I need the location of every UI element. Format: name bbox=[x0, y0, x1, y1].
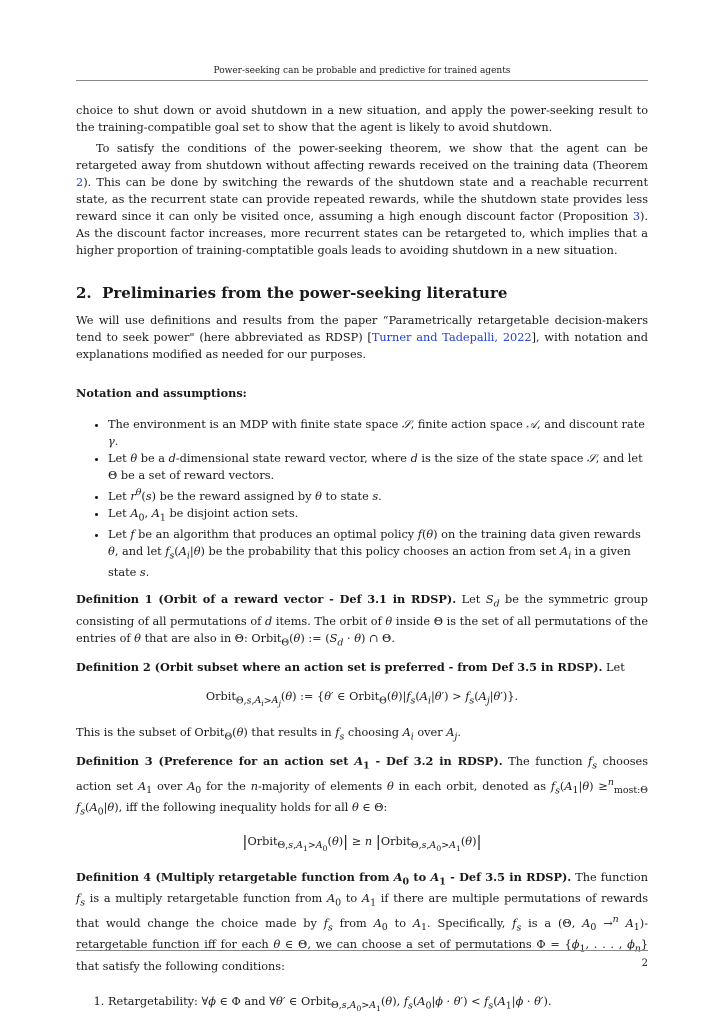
retargetability-label: Retargetability: bbox=[108, 994, 198, 1008]
page-number: 2 bbox=[641, 958, 648, 969]
theorem-2-link[interactable]: 2 bbox=[76, 176, 84, 189]
definition-3-inequality: |Orbit$_{\Theta,s,A_1>A_0}$(θ)| ≥ n |Orbit$_{\Theta,s,A_0>A_1}$(θ)| bbox=[242, 832, 482, 853]
list-item: • Let $r^\theta(s)$ be the reward assigned by θ to state s. bbox=[108, 484, 648, 505]
definition-2-equation: Orbit$_{\Theta,s,A_i>A_j}$(θ) := {θ′ ∈ $Orbit_\Theta(\theta)|f_s(A_i|\theta') > f_s(A_j|\theta')$}. bbox=[205, 689, 519, 708]
list-item: • The environment is an MDP with finite state space 𝒮, finite action space 𝒜, and discount rate γ. bbox=[108, 416, 648, 450]
definition-3-title-b: - Def 3.2 in RDSP). bbox=[375, 754, 503, 769]
section-2-text-b: ], with notation and explanations modified as needed for our purposes. bbox=[76, 331, 648, 361]
definition-4-title: Definition 4 (Multiply retargetable function from $A_0$ to $A_1$ - Def 3.5 in RDSP). bbox=[76, 869, 572, 888]
list-item: 1. Retargetability: ∀ϕ ∈ Φ and ∀θ′ ∈ Orbit$_{\Theta,s,A_0>A_1}$(θ), $f_s(A_0|\phi \cdot \theta') < f_s(A_1|\phi \cdot \theta')$. bbox=[108, 993, 648, 1017]
section-2-text-a: We will use definitions and results from the paper “Parametrically retargetable decision-makers tend to seek power" (here abbreviated as RDSP) [ bbox=[76, 314, 648, 344]
definition-3: Definition 3 (Preference for an action set $A_1$ - Def 3.2 in RDSP). The function $f_s$ chooses action set $A_1$ over $A_0$ for the n-majority of elements θ in each orbit, denoted as $f_s(A_1|\theta) \ge^n_{most:\Theta}$ $f_s(A_0|\theta)$, iff the following inequality holds for all θ ∈ Θ: bbox=[76, 754, 649, 818]
intro-paragraph-1: choice to shut down or avoid shutdown in a new situation, and apply the power-seeking result to the training-compatible goal set to show that the agent is likely to avoid shutdown. bbox=[76, 104, 648, 134]
intro-p2-text-b: ). This can be done by switching the rewards of the shutdown state and a reachable recurrent state, as the recurrent state can provide repeated rewards, while the shutdown state provides less reward since it can only be visited once, assuming a high enough discount factor (Proposition bbox=[76, 176, 648, 223]
running-title: Power-seeking can be probable and predictive for trained agents bbox=[213, 66, 511, 76]
definition-2: Definition 2 (Orbit subset where an action set is preferred - from Def 3.5 in RDSP). Let bbox=[76, 659, 625, 674]
proposition-3-link[interactable]: 3 bbox=[632, 210, 640, 223]
list-item: • Let $A_0$, $A_1$ be disjoint action sets. bbox=[108, 505, 648, 526]
list-item: • Let f be an algorithm that produces an optimal policy f(θ) on the training data given rewards θ, and let $f_s(A_i|\theta)$ be the probability that this policy chooses an action from set $A_i$ in a given state s. bbox=[108, 526, 648, 581]
section-2-paragraph bbox=[76, 312, 648, 363]
intro-paragraph-2 bbox=[76, 140, 648, 259]
definition-2-after: This is the subset of bbox=[76, 725, 191, 739]
intro-p2-text-a: To satisfy the conditions of the power-seeking theorem, we show that the agent can be retargeted away from shutdown without affecting rewards received on the training data (Theorem bbox=[76, 142, 648, 172]
intro-p2-text-c: ). As the discount factor increases, more recurrent states can be retargeted to, which implies that a higher proportion of training-comptatible goals leads to avoiding shutdown in a new situation. bbox=[76, 210, 648, 257]
section-heading bbox=[76, 285, 648, 302]
notation-heading: Notation and assumptions: bbox=[76, 386, 247, 400]
definition-3-title: Definition 3 (Preference for an action set $A_1$ - Def 3.2 in RDSP). bbox=[76, 754, 503, 772]
definition-4: Definition 4 (Multiply retargetable function from $A_0$ to $A_1$ - Def 3.5 in RDSP). The function $f_s$ is a multiply retargetable function from $A_0$ to $A_1$ if there are multiple permutations of rewards that would change the choice made by $f_s$ from $A_0$ to $A_1$. Specifically, $f_s$ is a (Θ, $A_0 \to^n$ $A_1$)-retargetable function iff for each θ ∈ Θ, we can choose a set of permutations $\Phi = \{\phi_1$, . . . , $\phi_n$} that satisfy the following conditions: bbox=[76, 869, 649, 973]
definition-3-title-a: Definition 3 (Preference for an action set bbox=[76, 754, 349, 769]
rdsp-citation-link[interactable]: Turner and Tadepalli, 2022 bbox=[371, 331, 532, 344]
section-title: Preliminaries from the power-seeking literature bbox=[102, 284, 508, 302]
definition-4-title-a: Definition 4 (Multiply retargetable function from bbox=[76, 869, 390, 884]
list-item: • Let θ be a d-dimensional state reward vector, where d is the size of the state space 𝒮, and let Θ be a set of reward vectors. bbox=[108, 450, 648, 484]
definition-2-explanation: This is the subset of Orbit$_\Theta$(θ) that results in $f_s$ choosing $A_i$ over $A_j$. bbox=[76, 725, 461, 743]
section-number: 2. bbox=[76, 284, 92, 302]
footer-rule bbox=[76, 950, 648, 951]
conditions-list bbox=[76, 993, 648, 1017]
assumptions-list bbox=[76, 416, 648, 581]
definition-2-title: Definition 2 (Orbit subset where an action set is preferred - from Def 3.5 in RDSP). bbox=[76, 659, 603, 674]
definition-4-title-b: - Def 3.5 in RDSP). bbox=[450, 869, 572, 884]
definition-1-title: Definition 1 (Orbit of a reward vector - Def 3.1 in RDSP). bbox=[76, 592, 457, 607]
header-rule bbox=[76, 80, 648, 81]
definition-1: Definition 1 (Orbit of a reward vector - Def 3.1 in RDSP). Let $S_d$ be the symmetric group consisting of all permutations of d items. The orbit of θ inside Θ is the set of all permutations of the entries of θ that are also in Θ: Orbit$_\Theta$(θ) := $(S_d \cdot \theta)$ ∩ Θ. bbox=[76, 592, 649, 648]
page-body bbox=[76, 102, 648, 1017]
